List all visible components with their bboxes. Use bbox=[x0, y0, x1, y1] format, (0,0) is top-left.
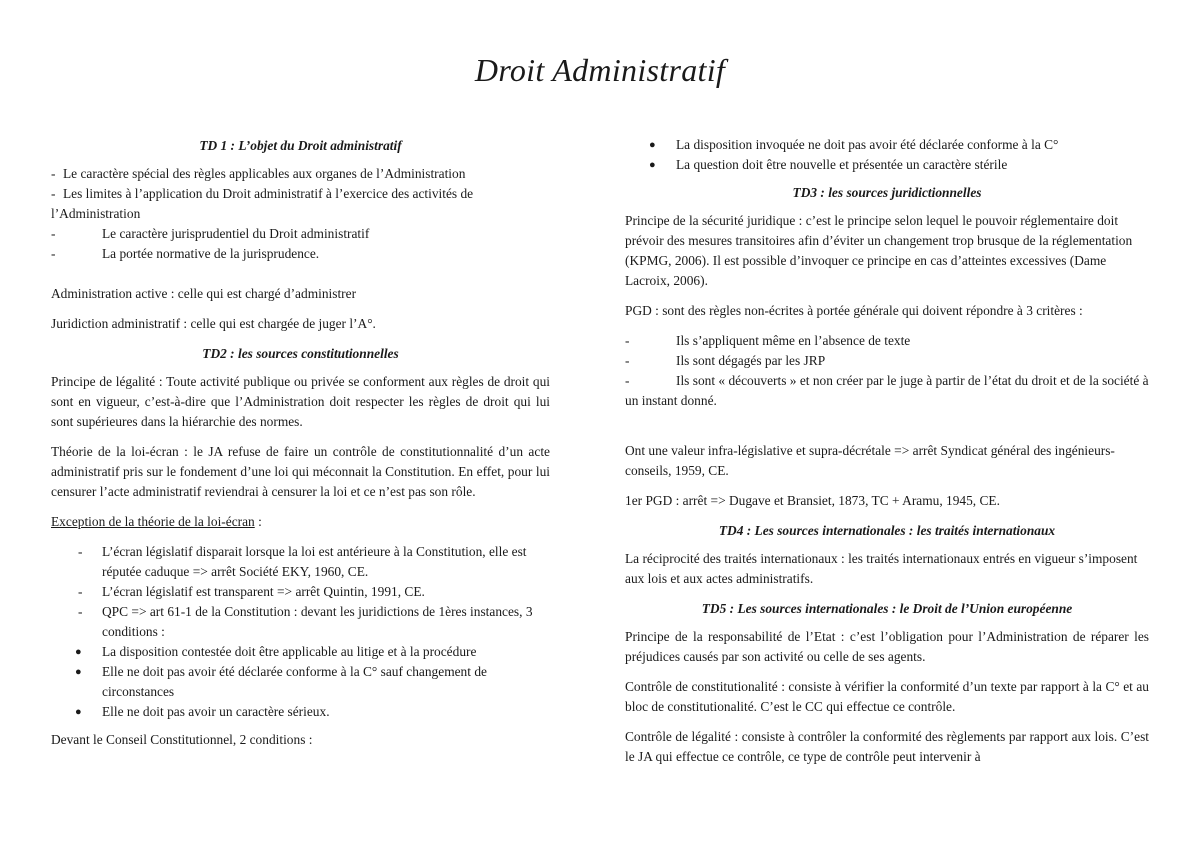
document-title: Droit Administratif bbox=[474, 52, 726, 88]
list-item: ● La disposition invoquée ne doit pas avoir été déclarée conforme à la C° bbox=[649, 137, 1059, 152]
pgd-critere-3: - Ils sont « découverts » et non créer par le juge à partir de l’état du droit et de la société à un instant donné. bbox=[625, 373, 1149, 408]
def-administration-active: Administration active : celle qui est chargé d’administrer bbox=[51, 286, 357, 301]
list-item: - L’écran législatif disparait lorsque la loi est antérieure à la Constitution, elle est réputée caduque => arrêt Société EKY, 1960, CE. bbox=[78, 544, 527, 579]
td5-heading: TD5 : Les sources internationales : le Droit de l’Union européenne bbox=[701, 601, 1073, 616]
list-item: - QPC => art 61-1 de la Constitution : devant les juridictions de 1ères instances, 3 conditions : bbox=[78, 604, 533, 639]
exception-heading: Exception de la théorie de la loi-écran : bbox=[51, 514, 262, 529]
td1-heading: TD 1 : L’objet du Droit administratif bbox=[199, 138, 402, 153]
exception-list bbox=[51, 542, 550, 642]
controle-constitutionalite: Contrôle de constitutionalité : consiste à vérifier la conformité d’un texte par rapport à la C° et au bloc de constitutionalité. C’est le CC qui effectue ce contrôle. bbox=[625, 679, 1149, 714]
td4-heading: TD4 : Les sources internationales : les traités internationaux bbox=[718, 523, 1056, 538]
td2-heading: TD2 : les sources constitutionnelles bbox=[202, 346, 399, 361]
list-item: ● La question doit être nouvelle et présentée un caractère stérile bbox=[649, 157, 1008, 172]
cc-conditions-list bbox=[625, 135, 1149, 175]
pgd-valeur: Ont une valeur infra-législative et supra-décrétale => arrêt Syndicat général des ingénieurs-conseils, 1959, CE. bbox=[625, 443, 1115, 478]
responsabilite-etat: Principe de la responsabilité de l’Etat : c’est l’obligation pour l’Administration de réparer les préjudices causés par son activité ou celle de ses agents. bbox=[625, 629, 1149, 664]
def-juridiction-administratif: Juridiction administratif : celle qui est chargée de juger l’A°. bbox=[51, 316, 376, 331]
right-column bbox=[625, 135, 1149, 777]
list-item: - L’écran législatif est transparent => arrêt Quintin, 1991, CE. bbox=[78, 584, 425, 599]
principe-legalite: Principe de légalité : Toute activité publique ou privée se conforment aux règles de droit qui sont en vigueur, c’est-à-dire que l’Administration doit respecter les règles de droit qui lui sont supérieures dans la hiérarchie des normes. bbox=[51, 374, 550, 429]
td1-item-2: - Les limites à l’application du Droit administratif à l’exercice des activités de l’Administration bbox=[51, 186, 474, 221]
list-item: ● La disposition contestée doit être applicable au litige et à la procédure bbox=[75, 644, 477, 659]
left-column bbox=[51, 136, 550, 760]
theorie-loi-ecran: Théorie de la loi-écran : le JA refuse de faire un contrôle de constitutionnalité d’un acte administratif pris sur le fondement d’une loi qui méconnait la Constitution. En effet, pour lui censurer l’acte administratif reviendrai à censurer la loi et ce n’est pas son rôle. bbox=[51, 444, 550, 499]
pgd-critere-1: - Ils s’appliquent même en l’absence de texte bbox=[625, 333, 911, 348]
td1-item-1: - Le caractère spécial des règles applicables aux organes de l’Administration bbox=[51, 166, 466, 181]
premier-pgd: 1er PGD : arrêt => Dugave et Bransiet, 1873, TC + Aramu, 1945, CE. bbox=[625, 493, 1000, 508]
pgd-critere-2: - Ils sont dégagés par les JRP bbox=[625, 353, 826, 368]
td3-heading: TD3 : les sources juridictionnelles bbox=[792, 185, 982, 200]
principe-securite-juridique: Principe de la sécurité juridique : c’est le principe selon lequel le pouvoir réglementaire doit prévoir des mesures transitoires afin d’éviter un changement trop brusque de la réglementation (KPMG, 2006). Il est possible d’invoquer ce principe en cas d’atteintes excessives (Dame Lacroix, 2006). bbox=[625, 213, 1133, 288]
controle-legalite: Contrôle de légalité : consiste à contrôler la conformité des règlements par rapport aux lois. C’est le JA qui effectue ce contrôle, ce type de contrôle peut intervenir à bbox=[625, 729, 1149, 764]
td1-item-3: - Le caractère jurisprudentiel du Droit administratif bbox=[51, 226, 370, 241]
conseil-constitutionnel: Devant le Conseil Constitutionnel, 2 conditions : bbox=[51, 732, 313, 747]
qpc-conditions-list bbox=[51, 642, 550, 722]
list-item: ● Elle ne doit pas avoir un caractère sérieux. bbox=[75, 704, 330, 719]
list-item: ● Elle ne doit pas avoir été déclarée conforme à la C° sauf changement de circonstances bbox=[75, 664, 487, 699]
reciprocite-traites: La réciprocité des traités internationaux : les traités internationaux entrés en vigueur s’imposent aux lois et aux actes administratifs. bbox=[625, 551, 1138, 586]
pgd-definition: PGD : sont des règles non-écrites à portée générale qui doivent répondre à 3 critères : bbox=[625, 303, 1083, 318]
td1-item-4: - La portée normative de la jurisprudence. bbox=[51, 246, 320, 261]
